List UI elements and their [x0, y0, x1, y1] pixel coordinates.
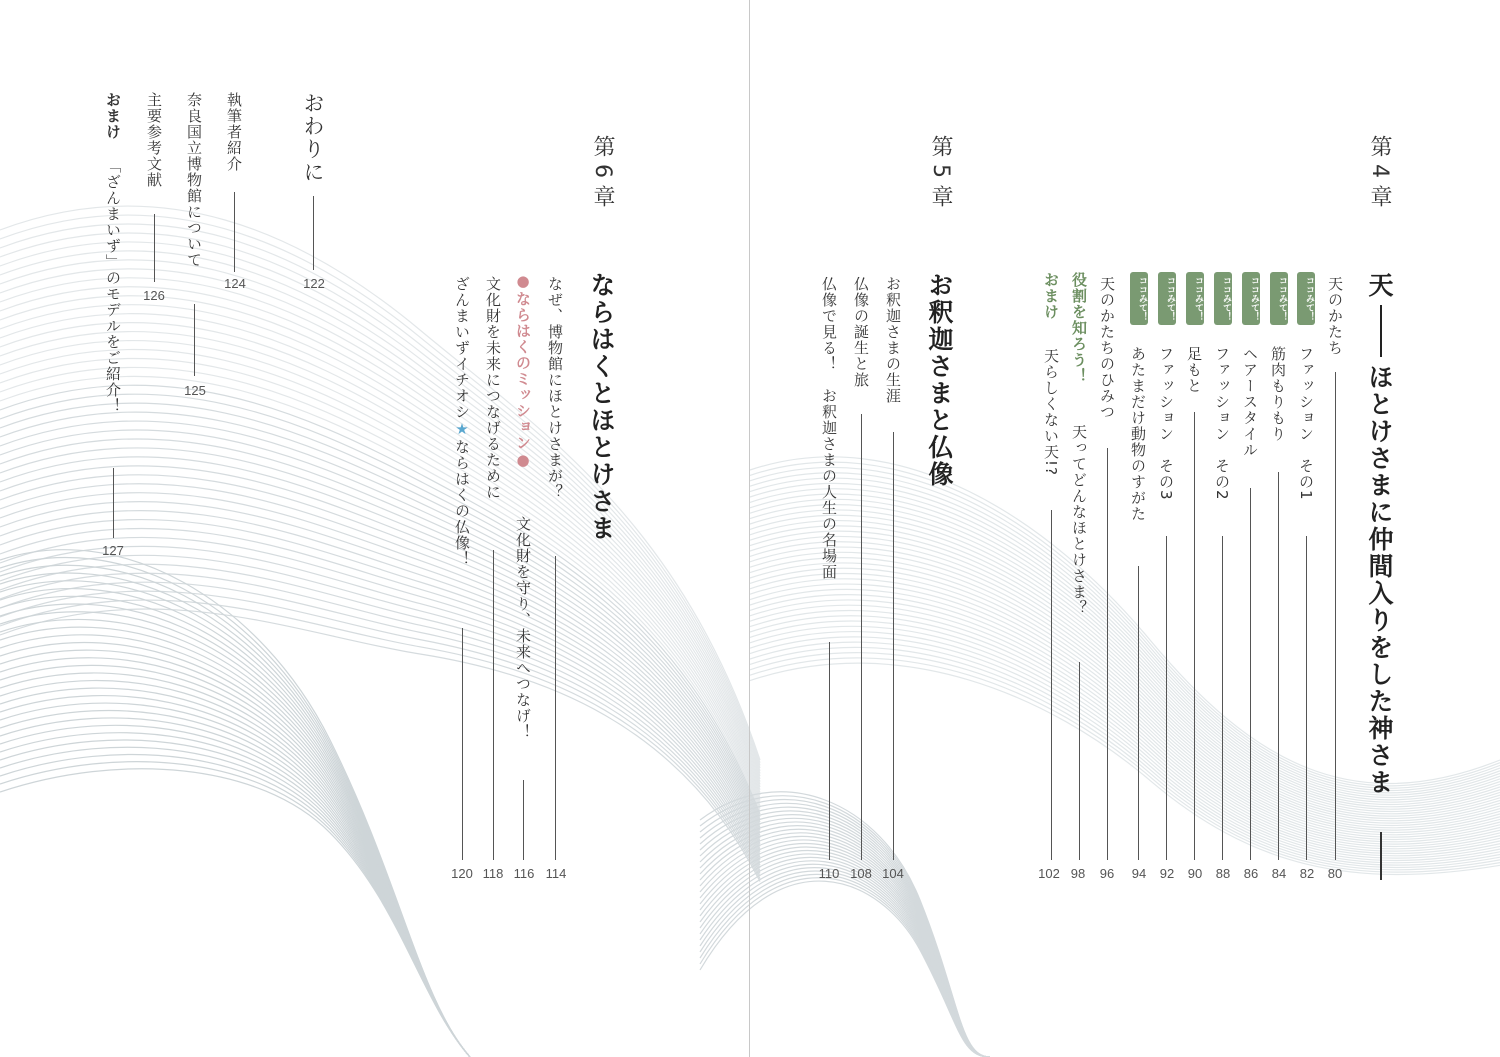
- chapter6-title: ならはくとほとけさま: [587, 272, 616, 542]
- page-number: 118: [482, 866, 504, 881]
- toc-entry[interactable]: なぜ、博物館にほとけさまが？: [546, 276, 564, 500]
- chapter4-subtitle-dash: [1380, 832, 1382, 880]
- toc-entry[interactable]: ファッション その2: [1213, 346, 1231, 501]
- leader-line: [462, 628, 463, 860]
- page-number: 82: [1299, 866, 1315, 881]
- leader-line: [523, 780, 524, 860]
- leader-line: [893, 432, 894, 860]
- toc-entry[interactable]: 「ざんまいず」のモデルをご紹介！: [104, 158, 122, 414]
- page-number: 94: [1131, 866, 1147, 881]
- page-number: 110: [818, 866, 840, 881]
- toc-entry[interactable]: 奈良国立博物館について: [185, 92, 203, 268]
- page-number: 86: [1243, 866, 1259, 881]
- leader-line: [1107, 448, 1108, 860]
- kokomite-badge: ココみて！: [1297, 272, 1315, 325]
- page-number: 120: [451, 866, 473, 881]
- leader-line: [1306, 536, 1307, 860]
- chapter6-label: 第 6 章: [590, 135, 615, 207]
- leader-line: [1079, 662, 1080, 860]
- toc-entry-text: ざんまいずイチオシ: [453, 276, 471, 420]
- leader-line: [1250, 488, 1251, 860]
- page-number: 96: [1099, 866, 1115, 881]
- leader-line: [493, 550, 494, 860]
- page-number: 126: [143, 288, 165, 303]
- leader-line: [829, 642, 830, 860]
- chapter4-subtitle: ほとけさまに仲間入りをした神さま: [1365, 364, 1394, 796]
- toc-entry[interactable]: お釈迦さまの生涯: [884, 276, 902, 404]
- leader-line: [861, 414, 862, 860]
- toc-entry[interactable]: ファッション その3: [1157, 346, 1175, 501]
- page-gutter: [749, 0, 750, 1057]
- toc-entry[interactable]: 筋肉もりもり: [1269, 346, 1287, 442]
- page-number: 125: [184, 383, 206, 398]
- toc-entry[interactable]: 足もと: [1185, 346, 1203, 394]
- kokomite-badge: ココみて！: [1214, 272, 1232, 325]
- toc-entry[interactable]: あたまだけ動物のすがた: [1129, 346, 1147, 522]
- page-number: 102: [1038, 866, 1060, 881]
- chapter5-title: お釈迦さまと仏像: [925, 272, 954, 488]
- page-number: 80: [1327, 866, 1343, 881]
- toc-entry[interactable]: 仏像で見る！ お釈迦さまの人生の名場面: [820, 276, 838, 580]
- page-number: 116: [513, 866, 535, 881]
- page-number: 88: [1215, 866, 1231, 881]
- leader-line: [1278, 472, 1279, 860]
- toc-entry-label: 役割を知ろう！: [1070, 272, 1088, 384]
- leader-line: [1166, 536, 1167, 860]
- kokomite-badge: ココみて！: [1186, 272, 1204, 325]
- kokomite-badge: ココみて！: [1130, 272, 1148, 325]
- leader-line: [555, 556, 556, 860]
- leader-line: [154, 214, 155, 282]
- leader-line: [234, 192, 235, 272]
- leader-line: [113, 468, 114, 538]
- page-number: 104: [882, 866, 904, 881]
- leader-line: [194, 304, 195, 376]
- toc-entry[interactable]: おわりに: [301, 92, 325, 184]
- page-number: 127: [102, 543, 124, 558]
- toc-entry[interactable]: 文化財を未来につなげるために: [484, 276, 502, 500]
- chapter4-title: 天: [1365, 272, 1394, 299]
- toc-entry-label: おまけ: [1042, 272, 1060, 320]
- chapter5-label: 第 5 章: [928, 135, 953, 207]
- toc-entry[interactable]: 主要参考文献: [145, 92, 163, 188]
- page-number: 92: [1159, 866, 1175, 881]
- toc-entry-label: ●ならはくのミッション●: [514, 272, 532, 470]
- toc-entry[interactable]: 執筆者紹介: [225, 92, 243, 172]
- page-number: 90: [1187, 866, 1203, 881]
- leader-line: [1222, 536, 1223, 860]
- page-number: 98: [1070, 866, 1086, 881]
- leader-line: [1138, 566, 1139, 860]
- kokomite-badge: ココみて！: [1158, 272, 1176, 325]
- page-number: 114: [545, 866, 567, 881]
- kokomite-badge: ココみて！: [1270, 272, 1288, 325]
- toc-entry[interactable]: 天のかたち: [1326, 276, 1344, 356]
- toc-entry[interactable]: [454, 276, 469, 567]
- kokomite-badge: ココみて！: [1242, 272, 1260, 325]
- toc-entry-label: おまけ: [104, 92, 122, 140]
- toc-entry[interactable]: 天のかたちのひみつ: [1098, 276, 1116, 420]
- toc-entry[interactable]: 仏像の誕生と旅: [852, 276, 870, 388]
- page-number: 108: [850, 866, 872, 881]
- leader-line: [1051, 510, 1052, 860]
- toc-entry[interactable]: 天らしくない天!?: [1042, 348, 1060, 476]
- leader-line: [1194, 412, 1195, 860]
- toc-entry[interactable]: 天ってどんなほとけさま？: [1070, 424, 1088, 616]
- star-icon: ★: [453, 420, 471, 439]
- leader-line: [1335, 372, 1336, 860]
- toc-entry[interactable]: ヘアースタイル: [1241, 346, 1259, 458]
- chapter4-label: 第 4 章: [1367, 135, 1392, 207]
- leader-line: [313, 196, 314, 270]
- page-number: 122: [303, 276, 325, 291]
- toc-entry-text: ならはくの仏像！: [453, 439, 471, 567]
- page-number: 124: [224, 276, 246, 291]
- page-number: 84: [1271, 866, 1287, 881]
- toc-entry[interactable]: ファッション その1: [1297, 346, 1315, 501]
- chapter4-title-dash: [1380, 305, 1382, 357]
- toc-entry[interactable]: 文化財を守り、未来へつなげ！: [514, 516, 532, 740]
